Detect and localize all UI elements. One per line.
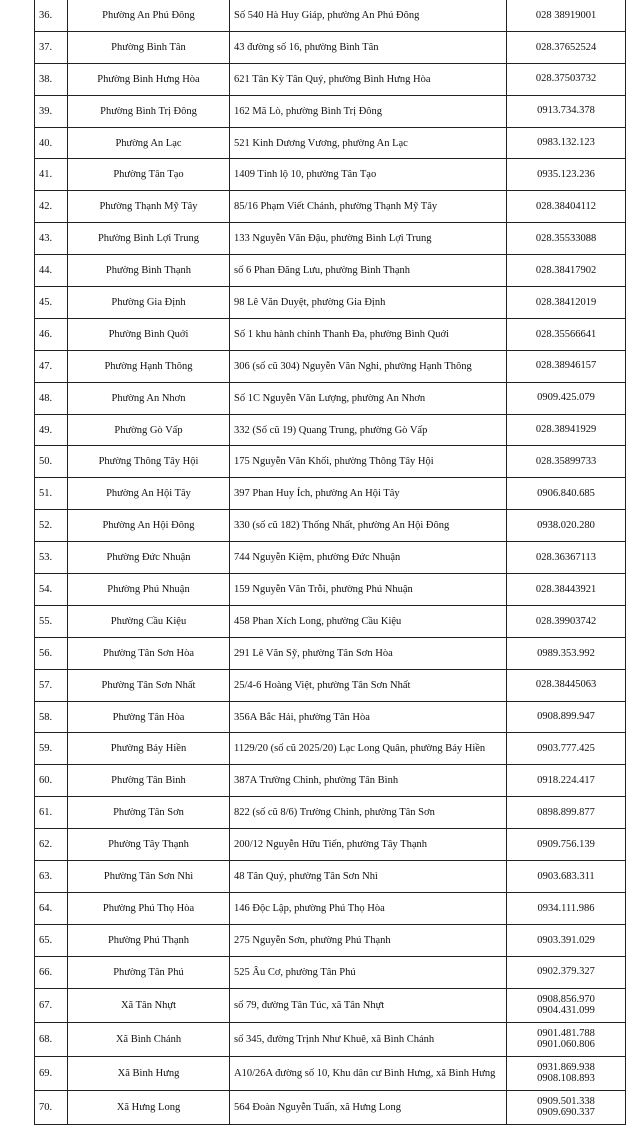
ward-name: Phường Cầu Kiệu bbox=[68, 605, 230, 637]
phone-number: 0918.224.417 bbox=[537, 775, 595, 787]
table-row bbox=[35, 127, 626, 159]
table-row bbox=[35, 956, 626, 988]
row-number: 51. bbox=[35, 478, 68, 510]
ward-address: 25/4-6 Hoàng Việt, phường Tân Sơn Nhất bbox=[230, 669, 507, 701]
phone-number: 028 38919001 bbox=[535, 9, 597, 21]
table-row bbox=[35, 637, 626, 669]
ward-address: 48 Tân Quý, phường Tân Sơn Nhì bbox=[230, 861, 507, 893]
table-row bbox=[35, 1056, 626, 1090]
phone-cell bbox=[507, 829, 626, 861]
table-row bbox=[35, 350, 626, 382]
phone-cell bbox=[507, 63, 626, 95]
phone-number: 028.38417902 bbox=[535, 264, 597, 276]
ward-address: 332 (Số cũ 19) Quang Trung, phường Gò Vấp bbox=[230, 414, 507, 446]
table-row bbox=[35, 318, 626, 350]
ward-address: 525 Âu Cơ, phường Tân Phú bbox=[230, 956, 507, 988]
row-number: 67. bbox=[35, 988, 68, 1022]
table-row bbox=[35, 223, 626, 255]
phone-cell bbox=[507, 542, 626, 574]
phone-number: 0938.020.280 bbox=[537, 519, 595, 531]
ward-address: 1409 Tỉnh lộ 10, phường Tân Tạo bbox=[230, 159, 507, 191]
ward-name: Xã Bình Chánh bbox=[68, 1022, 230, 1056]
row-number: 54. bbox=[35, 574, 68, 606]
ward-contact-table bbox=[34, 0, 626, 1125]
ward-name: Phường Tân Phú bbox=[68, 956, 230, 988]
row-number: 36. bbox=[35, 0, 68, 31]
phone-cell bbox=[507, 637, 626, 669]
table-row bbox=[35, 287, 626, 319]
ward-address: 564 Đoàn Nguyễn Tuấn, xã Hưng Long bbox=[230, 1090, 507, 1124]
table-row bbox=[35, 765, 626, 797]
table-row bbox=[35, 733, 626, 765]
row-number: 39. bbox=[35, 95, 68, 127]
ward-address: 275 Nguyễn Sơn, phường Phú Thạnh bbox=[230, 924, 507, 956]
ward-name: Phường Bình Thạnh bbox=[68, 255, 230, 287]
ward-address: số 79, đường Tân Túc, xã Tân Nhựt bbox=[230, 988, 507, 1022]
phone-number: 0908.856.970 bbox=[537, 993, 595, 1005]
table-row bbox=[35, 924, 626, 956]
ward-address: A10/26A đường số 10, Khu dân cư Bình Hưng, xã Bình Hưng bbox=[230, 1056, 507, 1090]
ward-name: Phường Bình Hưng Hòa bbox=[68, 63, 230, 95]
ward-address: 387A Trường Chinh, phường Tân Bình bbox=[230, 765, 507, 797]
phone-number: 0909.756.139 bbox=[537, 838, 595, 850]
ward-name: Phường Đức Nhuận bbox=[68, 542, 230, 574]
ward-name: Phường Bình Lợi Trung bbox=[68, 223, 230, 255]
phone-number: 0989.353.992 bbox=[537, 647, 595, 659]
phone-number: 0908.899.947 bbox=[537, 711, 595, 723]
phone-cell bbox=[507, 510, 626, 542]
ward-name: Phường An Nhơn bbox=[68, 382, 230, 414]
phone-number: 0906.840.685 bbox=[537, 488, 595, 500]
ward-name: Phường Thông Tây Hội bbox=[68, 446, 230, 478]
phone-number: 028.38946157 bbox=[535, 360, 597, 372]
table-body bbox=[35, 0, 626, 1124]
phone-number: 0909.425.079 bbox=[537, 392, 595, 404]
row-number: 41. bbox=[35, 159, 68, 191]
ward-name: Phường Tân Bình bbox=[68, 765, 230, 797]
ward-name: Phường An Phú Đông bbox=[68, 0, 230, 31]
phone-cell bbox=[507, 159, 626, 191]
phone-cell bbox=[507, 0, 626, 31]
phone-number: 0935.123.236 bbox=[537, 169, 595, 181]
ward-address: 744 Nguyễn Kiệm, phường Đức Nhuận bbox=[230, 542, 507, 574]
phone-cell bbox=[507, 287, 626, 319]
phone-cell bbox=[507, 765, 626, 797]
phone-cell bbox=[507, 892, 626, 924]
row-number: 56. bbox=[35, 637, 68, 669]
row-number: 43. bbox=[35, 223, 68, 255]
table-row bbox=[35, 63, 626, 95]
phone-cell bbox=[507, 861, 626, 893]
row-number: 38. bbox=[35, 63, 68, 95]
phone-number: 028.37503732 bbox=[535, 73, 597, 85]
phone-cell bbox=[507, 127, 626, 159]
ward-address: Số 1C Nguyễn Văn Lượng, phường An Nhơn bbox=[230, 382, 507, 414]
phone-cell bbox=[507, 1022, 626, 1056]
phone-number: 028.38443921 bbox=[535, 583, 597, 595]
ward-name: Phường Hạnh Thông bbox=[68, 350, 230, 382]
table-row bbox=[35, 414, 626, 446]
row-number: 48. bbox=[35, 382, 68, 414]
table-row bbox=[35, 446, 626, 478]
table-row bbox=[35, 574, 626, 606]
phone-cell bbox=[507, 733, 626, 765]
phone-number: 0901.481.788 bbox=[537, 1027, 595, 1039]
table-row bbox=[35, 382, 626, 414]
phone-cell bbox=[507, 924, 626, 956]
row-number: 53. bbox=[35, 542, 68, 574]
ward-name: Phường Tây Thạnh bbox=[68, 829, 230, 861]
row-number: 50. bbox=[35, 446, 68, 478]
phone-number: 0908.108.893 bbox=[537, 1073, 595, 1085]
row-number: 40. bbox=[35, 127, 68, 159]
ward-address: Số 1 khu hành chính Thanh Đa, phường Bình Quới bbox=[230, 318, 507, 350]
table-row bbox=[35, 988, 626, 1022]
ward-name: Phường Gia Định bbox=[68, 287, 230, 319]
ward-address: 306 (số cũ 304) Nguyễn Văn Nghi, phường Hạnh Thông bbox=[230, 350, 507, 382]
row-number: 45. bbox=[35, 287, 68, 319]
row-number: 55. bbox=[35, 605, 68, 637]
phone-cell bbox=[507, 95, 626, 127]
ward-name: Phường Phú Thọ Hòa bbox=[68, 892, 230, 924]
phone-cell bbox=[507, 255, 626, 287]
table-row bbox=[35, 1022, 626, 1056]
phone-number: 0901.060.806 bbox=[537, 1039, 595, 1051]
table-row bbox=[35, 478, 626, 510]
row-number: 47. bbox=[35, 350, 68, 382]
ward-name: Phường Phú Thạnh bbox=[68, 924, 230, 956]
phone-cell bbox=[507, 1090, 626, 1124]
phone-cell bbox=[507, 701, 626, 733]
row-number: 69. bbox=[35, 1056, 68, 1090]
ward-name: Phường An Hội Đông bbox=[68, 510, 230, 542]
phone-number: 0902.379.327 bbox=[537, 966, 595, 978]
ward-address: 621 Tân Kỳ Tân Quý, phường Bình Hưng Hòa bbox=[230, 63, 507, 95]
phone-number: 028.38404112 bbox=[536, 201, 596, 213]
phone-number: 0909.690.337 bbox=[537, 1107, 595, 1119]
ward-name: Xã Tân Nhựt bbox=[68, 988, 230, 1022]
ward-address: 458 Phan Xích Long, phường Cầu Kiệu bbox=[230, 605, 507, 637]
table-row bbox=[35, 892, 626, 924]
table-row bbox=[35, 1090, 626, 1124]
phone-number: 028.36367113 bbox=[536, 551, 596, 563]
row-number: 60. bbox=[35, 765, 68, 797]
table-row bbox=[35, 510, 626, 542]
phone-number: 0903.777.425 bbox=[537, 743, 595, 755]
ward-name: Phường Tân Sơn Nhất bbox=[68, 669, 230, 701]
ward-address: 175 Nguyễn Văn Khối, phường Thông Tây Hội bbox=[230, 446, 507, 478]
row-number: 62. bbox=[35, 829, 68, 861]
phone-cell bbox=[507, 956, 626, 988]
table-row bbox=[35, 31, 626, 63]
ward-name: Phường Gò Vấp bbox=[68, 414, 230, 446]
row-number: 68. bbox=[35, 1022, 68, 1056]
row-number: 46. bbox=[35, 318, 68, 350]
phone-cell bbox=[507, 191, 626, 223]
ward-name: Phường Tân Sơn Hòa bbox=[68, 637, 230, 669]
phone-number: 028.39903742 bbox=[535, 615, 597, 627]
ward-address: 159 Nguyễn Văn Trỗi, phường Phú Nhuận bbox=[230, 574, 507, 606]
table-row bbox=[35, 159, 626, 191]
ward-name: Phường Bình Quới bbox=[68, 318, 230, 350]
ward-address: 291 Lê Văn Sỹ, phường Tân Sơn Hòa bbox=[230, 637, 507, 669]
row-number: 66. bbox=[35, 956, 68, 988]
phone-cell bbox=[507, 574, 626, 606]
phone-cell bbox=[507, 446, 626, 478]
phone-number: 0913.734.378 bbox=[537, 105, 595, 117]
phone-number: 028.37652524 bbox=[535, 41, 597, 53]
phone-cell bbox=[507, 605, 626, 637]
ward-address: 397 Phan Huy Ích, phường An Hội Tây bbox=[230, 478, 507, 510]
phone-number: 0903.683.311 bbox=[537, 870, 595, 882]
ward-name: Phường Tân Tạo bbox=[68, 159, 230, 191]
ward-address: số 6 Phan Đăng Lưu, phường Bình Thạnh bbox=[230, 255, 507, 287]
ward-address: Số 540 Hà Huy Giáp, phường An Phú Đông bbox=[230, 0, 507, 31]
row-number: 42. bbox=[35, 191, 68, 223]
row-number: 44. bbox=[35, 255, 68, 287]
table-row bbox=[35, 255, 626, 287]
table-row bbox=[35, 0, 626, 31]
phone-number: 0983.132.123 bbox=[537, 137, 595, 149]
phone-cell bbox=[507, 382, 626, 414]
ward-name: Phường Bình Trị Đông bbox=[68, 95, 230, 127]
ward-address: 200/12 Nguyễn Hữu Tiến, phường Tây Thạnh bbox=[230, 829, 507, 861]
ward-address: 521 Kinh Dương Vương, phường An Lạc bbox=[230, 127, 507, 159]
ward-address: 85/16 Phạm Viết Chánh, phường Thạnh Mỹ Tây bbox=[230, 191, 507, 223]
ward-address: 356A Bắc Hải, phường Tân Hòa bbox=[230, 701, 507, 733]
phone-number: 028.38941929 bbox=[535, 424, 597, 436]
table-row bbox=[35, 669, 626, 701]
ward-address: 1129/20 (số cũ 2025/20) Lạc Long Quân, phường Bảy Hiền bbox=[230, 733, 507, 765]
ward-name: Xã Hưng Long bbox=[68, 1090, 230, 1124]
phone-number: 028.35899733 bbox=[535, 456, 597, 468]
table-row bbox=[35, 701, 626, 733]
phone-cell bbox=[507, 31, 626, 63]
phone-cell bbox=[507, 414, 626, 446]
ward-name: Phường Bình Tân bbox=[68, 31, 230, 63]
phone-number: 028.35566641 bbox=[535, 328, 597, 340]
phone-cell bbox=[507, 223, 626, 255]
table-row bbox=[35, 829, 626, 861]
ward-address: 133 Nguyễn Văn Đậu, phường Bình Lợi Trung bbox=[230, 223, 507, 255]
ward-address: số 345, đường Trịnh Như Khuê, xã Bình Chánh bbox=[230, 1022, 507, 1056]
ward-address: 43 đường số 16, phường Bình Tân bbox=[230, 31, 507, 63]
row-number: 63. bbox=[35, 861, 68, 893]
ward-name: Phường Tân Sơn bbox=[68, 797, 230, 829]
phone-number: 0898.899.877 bbox=[537, 806, 595, 818]
phone-cell bbox=[507, 988, 626, 1022]
phone-number: 028.38412019 bbox=[535, 296, 597, 308]
phone-number: 0931.869.938 bbox=[537, 1061, 595, 1073]
ward-name: Phường Thạnh Mỹ Tây bbox=[68, 191, 230, 223]
row-number: 61. bbox=[35, 797, 68, 829]
phone-number: 028.38445063 bbox=[535, 679, 597, 691]
phone-cell bbox=[507, 318, 626, 350]
row-number: 57. bbox=[35, 669, 68, 701]
ward-address: 146 Độc Lập, phường Phú Thọ Hòa bbox=[230, 892, 507, 924]
phone-number: 0934.111.986 bbox=[537, 902, 595, 914]
row-number: 65. bbox=[35, 924, 68, 956]
phone-number: 028.35533088 bbox=[535, 232, 597, 244]
table-row bbox=[35, 797, 626, 829]
ward-name: Phường Bảy Hiền bbox=[68, 733, 230, 765]
row-number: 64. bbox=[35, 892, 68, 924]
row-number: 59. bbox=[35, 733, 68, 765]
ward-address: 98 Lê Văn Duyệt, phường Gia Định bbox=[230, 287, 507, 319]
phone-cell bbox=[507, 1056, 626, 1090]
row-number: 37. bbox=[35, 31, 68, 63]
table-row bbox=[35, 542, 626, 574]
phone-cell bbox=[507, 797, 626, 829]
ward-name: Phường Tân Sơn Nhì bbox=[68, 861, 230, 893]
ward-address: 822 (số cũ 8/6) Trường Chinh, phường Tân Sơn bbox=[230, 797, 507, 829]
phone-number: 0904.431.099 bbox=[537, 1005, 595, 1017]
table-row bbox=[35, 95, 626, 127]
row-number: 52. bbox=[35, 510, 68, 542]
phone-cell bbox=[507, 669, 626, 701]
ward-name: Xã Bình Hưng bbox=[68, 1056, 230, 1090]
row-number: 70. bbox=[35, 1090, 68, 1124]
ward-address: 330 (số cũ 182) Thống Nhất, phường An Hội Đông bbox=[230, 510, 507, 542]
table-row bbox=[35, 191, 626, 223]
ward-name: Phường Phú Nhuận bbox=[68, 574, 230, 606]
phone-number: 0909.501.338 bbox=[537, 1095, 595, 1107]
table-row bbox=[35, 861, 626, 893]
row-number: 58. bbox=[35, 701, 68, 733]
ward-name: Phường An Hội Tây bbox=[68, 478, 230, 510]
phone-number: 0903.391.029 bbox=[537, 934, 595, 946]
row-number: 49. bbox=[35, 414, 68, 446]
phone-cell bbox=[507, 350, 626, 382]
phone-cell bbox=[507, 478, 626, 510]
ward-name: Phường An Lạc bbox=[68, 127, 230, 159]
ward-name: Phường Tân Hòa bbox=[68, 701, 230, 733]
table-row bbox=[35, 605, 626, 637]
ward-address: 162 Mã Lò, phường Bình Trị Đông bbox=[230, 95, 507, 127]
